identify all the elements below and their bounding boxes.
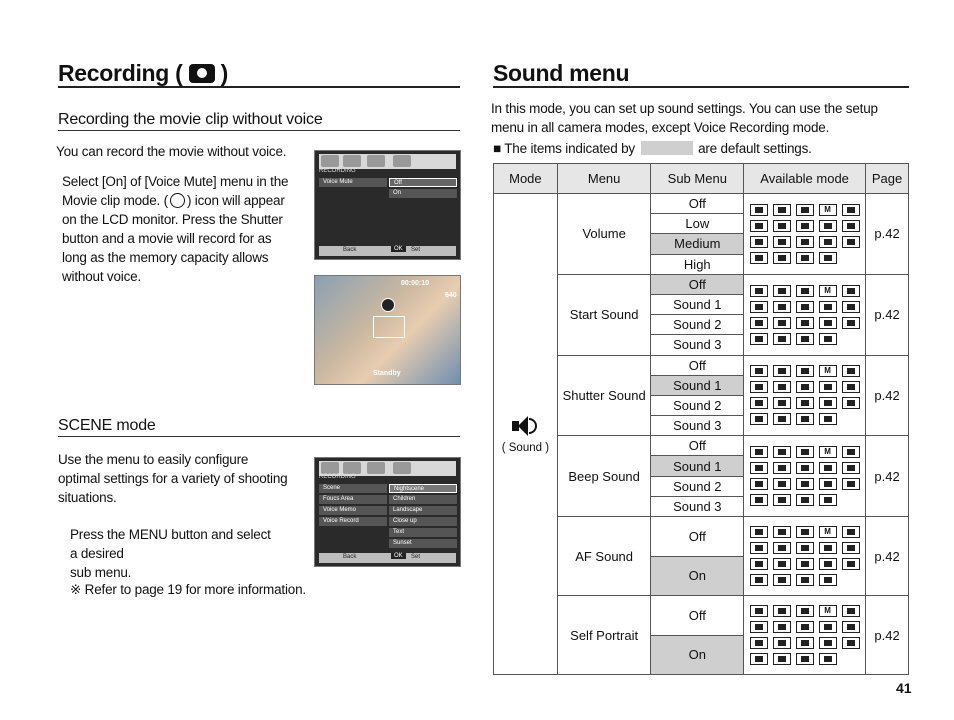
- mode-icon: [750, 494, 768, 506]
- lcd-scene-menu: [314, 457, 461, 567]
- mode-icon: [773, 317, 791, 329]
- available-mode-cell: [744, 436, 866, 517]
- header-mode: Mode: [494, 164, 558, 194]
- mode-icon: [750, 526, 768, 538]
- lcd-right-item: Text: [389, 528, 457, 537]
- empty-slot: [842, 494, 860, 506]
- mode-icon: [773, 653, 791, 665]
- lcd-voice-mute: [314, 150, 461, 260]
- mode-icon: [773, 333, 791, 345]
- mode-icon: [773, 526, 791, 538]
- available-mode-icons: [750, 524, 860, 588]
- empty-slot: [842, 574, 860, 586]
- available-mode-icons: [750, 603, 860, 667]
- mode-icon: [819, 574, 837, 586]
- mode-icon: [796, 285, 814, 297]
- title-underline: [58, 86, 460, 88]
- mode-icon: [842, 285, 860, 297]
- manual-mode-icon: M: [819, 446, 837, 458]
- mode-icon: [773, 446, 791, 458]
- mode-icon: [819, 494, 837, 506]
- mode-icon: [773, 252, 791, 264]
- lcd-header: RECORDING: [319, 168, 356, 174]
- submenu-cell: Off: [651, 194, 744, 214]
- default-note: ■ The items indicated by are default settings.: [493, 141, 812, 156]
- submenu-cell: Sound 3: [651, 416, 744, 436]
- available-mode-cell: [744, 194, 866, 275]
- available-mode-icons: [750, 444, 860, 508]
- page-cell: p.42: [866, 436, 909, 517]
- default-swatch: [641, 141, 693, 155]
- manual-mode-icon: M: [819, 204, 837, 216]
- mode-icon: [819, 333, 837, 345]
- header-menu: Menu: [557, 164, 651, 194]
- mode-icon: [750, 252, 768, 264]
- mode-icon: [842, 446, 860, 458]
- mode-icon: [773, 542, 791, 554]
- mode-icon: [773, 301, 791, 313]
- lcd-right-item: Landscape: [389, 506, 457, 515]
- mode-icon: [773, 204, 791, 216]
- menu-cell: Shutter Sound: [557, 355, 651, 436]
- mode-icon: [750, 220, 768, 232]
- available-mode-cell: [744, 274, 866, 355]
- table-row: [494, 194, 909, 214]
- mode-icon: [750, 653, 768, 665]
- submenu-cell: On: [651, 635, 744, 675]
- mode-icon: [796, 462, 814, 474]
- lcd-left-item: Scene: [319, 484, 387, 493]
- section-underline: [58, 130, 460, 131]
- lcd-resolution: 640: [445, 292, 457, 299]
- mode-icon: [773, 365, 791, 377]
- empty-slot: [842, 653, 860, 665]
- header-available-mode: Available mode: [744, 164, 866, 194]
- mode-icon: [842, 236, 860, 248]
- submenu-cell: Sound 3: [651, 335, 744, 355]
- recording-title: Recording ( ): [58, 60, 229, 86]
- mode-icon: [819, 637, 837, 649]
- mode-icon: [796, 494, 814, 506]
- focus-frame: [373, 316, 405, 338]
- header-page: Page: [866, 164, 909, 194]
- submenu-cell: High: [651, 254, 744, 274]
- menu-cell: Beep Sound: [557, 436, 651, 517]
- available-mode-icons: [750, 363, 860, 427]
- mode-icon: [750, 317, 768, 329]
- mode-icon: [796, 413, 814, 425]
- mode-icon: [842, 301, 860, 313]
- mode-icon: [796, 381, 814, 393]
- empty-slot: [842, 413, 860, 425]
- title-underline: [493, 86, 909, 88]
- page-number: 41: [896, 680, 912, 696]
- submenu-cell: Sound 1: [651, 294, 744, 314]
- mode-icon: [773, 462, 791, 474]
- available-mode-cell: [744, 596, 866, 675]
- mode-icon: [796, 526, 814, 538]
- mode-icon: [819, 301, 837, 313]
- mode-icon: [842, 204, 860, 216]
- mode-icon: [796, 574, 814, 586]
- mode-icon: [773, 220, 791, 232]
- available-mode-icons: [750, 283, 860, 347]
- mode-icon: [842, 526, 860, 538]
- scene-instructions: Press the MENU button and select a desired sub menu.: [70, 527, 271, 580]
- scene-intro: Use the menu to easily configure optimal settings for a variety of shooting situations.: [58, 452, 288, 505]
- lcd-voice-mute-item: Voice Mute: [319, 178, 387, 187]
- mode-icon: [819, 252, 837, 264]
- page-cell: p.42: [866, 596, 909, 675]
- camera-icon: [189, 64, 215, 83]
- submenu-cell: Off: [651, 274, 744, 294]
- mode-icon: [796, 653, 814, 665]
- mode-icon: [773, 413, 791, 425]
- lcd-left-item: Voice Memo: [319, 506, 387, 515]
- lcd-movie-preview: [314, 275, 461, 385]
- page-cell: p.42: [866, 274, 909, 355]
- lcd-left-item: Foucs Area: [319, 495, 387, 504]
- menu-cell: AF Sound: [557, 517, 651, 596]
- manual-mode-icon: M: [819, 526, 837, 538]
- submenu-cell: Medium: [651, 234, 744, 254]
- mode-icon: [773, 397, 791, 409]
- mode-icon: [796, 397, 814, 409]
- mode-icon: [842, 220, 860, 232]
- mode-icon: [773, 381, 791, 393]
- mode-icon: [773, 605, 791, 617]
- speaker-icon: [510, 414, 540, 438]
- submenu-cell: Sound 1: [651, 456, 744, 476]
- mode-icon: [796, 621, 814, 633]
- mode-icon: [796, 301, 814, 313]
- mode-icon: [750, 605, 768, 617]
- available-mode-cell: [744, 517, 866, 596]
- lcd-option-off: Off: [389, 178, 457, 187]
- mode-icon: [819, 558, 837, 570]
- mode-icon: [796, 333, 814, 345]
- submenu-cell: Sound 3: [651, 496, 744, 516]
- mode-icon: [842, 605, 860, 617]
- sound-menu-table: [493, 163, 909, 675]
- mode-icon: [842, 558, 860, 570]
- mode-icon: [750, 397, 768, 409]
- mode-icon: [796, 204, 814, 216]
- mode-icon: [773, 621, 791, 633]
- submenu-cell: Low: [651, 214, 744, 234]
- lcd-header: RECORDING: [319, 474, 356, 480]
- mode-icon: [819, 381, 837, 393]
- mode-icon: [796, 605, 814, 617]
- lcd-bottom-bar: Back OK Set: [319, 553, 456, 563]
- available-mode-icons: [750, 202, 860, 266]
- header-submenu: Sub Menu: [651, 164, 744, 194]
- mode-icon: [750, 381, 768, 393]
- lcd-right-item: Close up: [389, 517, 457, 526]
- mode-icon: [796, 558, 814, 570]
- mode-icon: [750, 478, 768, 490]
- page-cell: p.42: [866, 517, 909, 596]
- mode-icon: [750, 446, 768, 458]
- mode-icon: [750, 301, 768, 313]
- submenu-cell: On: [651, 556, 744, 596]
- manual-mode-icon: M: [819, 285, 837, 297]
- mode-icon: [750, 637, 768, 649]
- page-cell: p.42: [866, 355, 909, 436]
- mode-icon: [773, 285, 791, 297]
- mode-icon: [819, 542, 837, 554]
- voice-mute-icon: [170, 193, 185, 208]
- voice-instructions: Select [On] of [Voice Mute] menu in the Movie clip mode. ( ) icon will appear on the LCD monitor. Press the Shutter button and a movie will record for as long as the memory capacity allows without voice.: [62, 174, 289, 284]
- mode-icon: [773, 494, 791, 506]
- sound-intro: In this mode, you can set up sound settings. You can use the setup menu in all camera modes, except Voice Recording mode.: [491, 101, 878, 135]
- voice-mute-icon: [381, 298, 395, 312]
- section-scene-title: SCENE mode: [58, 417, 156, 434]
- submenu-cell: Sound 2: [651, 395, 744, 415]
- submenu-cell: Sound 2: [651, 315, 744, 335]
- mode-icon: [750, 462, 768, 474]
- lcd-right-item: Nightscene: [389, 484, 457, 493]
- lcd-tab-bar: [319, 154, 456, 169]
- mode-icon: [796, 446, 814, 458]
- mode-icon: [819, 317, 837, 329]
- submenu-cell: Off: [651, 517, 744, 557]
- mode-icon: [796, 542, 814, 554]
- mode-icon: [750, 542, 768, 554]
- mode-icon: [842, 365, 860, 377]
- mode-icon: [796, 317, 814, 329]
- mode-icon: [819, 478, 837, 490]
- mode-icon: [819, 397, 837, 409]
- lcd-right-item: Children: [389, 495, 457, 504]
- mode-icon: [796, 236, 814, 248]
- mode-icon: [750, 365, 768, 377]
- mode-icon: [750, 285, 768, 297]
- mode-icon: [773, 236, 791, 248]
- mode-icon: [796, 220, 814, 232]
- submenu-cell: Sound 2: [651, 476, 744, 496]
- mode-icon: [750, 621, 768, 633]
- available-mode-cell: [744, 355, 866, 436]
- empty-slot: [842, 333, 860, 345]
- mode-icon: [750, 413, 768, 425]
- mode-icon: [796, 637, 814, 649]
- lcd-right-item: Sunset: [389, 539, 457, 548]
- mode-icon: [773, 558, 791, 570]
- mode-icon: [796, 365, 814, 377]
- mode-icon: [773, 574, 791, 586]
- mode-icon: [773, 478, 791, 490]
- lcd-standby: Standby: [373, 370, 401, 377]
- mode-icon: [773, 637, 791, 649]
- scene-note: ※ Refer to page 19 for more information.: [70, 582, 306, 597]
- sound-menu-title: Sound menu: [493, 60, 630, 86]
- submenu-cell: Sound 1: [651, 375, 744, 395]
- manual-mode-icon: M: [819, 365, 837, 377]
- submenu-cell: Off: [651, 436, 744, 456]
- mode-icon: [842, 462, 860, 474]
- mode-icon: [819, 653, 837, 665]
- lcd-option-on: On: [389, 189, 457, 198]
- mode-cell: ( Sound ): [494, 194, 558, 675]
- voice-intro: You can record the movie without voice.: [56, 144, 287, 159]
- mode-icon: [750, 204, 768, 216]
- submenu-cell: Off: [651, 355, 744, 375]
- empty-slot: [842, 252, 860, 264]
- mode-icon: [750, 574, 768, 586]
- mode-icon: [842, 621, 860, 633]
- mode-icon: [842, 542, 860, 554]
- section-underline: [58, 436, 460, 437]
- mode-icon: [750, 558, 768, 570]
- mode-icon: [842, 397, 860, 409]
- page-cell: p.42: [866, 194, 909, 275]
- mode-icon: [819, 413, 837, 425]
- mode-icon: [819, 236, 837, 248]
- lcd-time: 00:00:10: [401, 280, 430, 287]
- mode-icon: [796, 252, 814, 264]
- menu-cell: Start Sound: [557, 274, 651, 355]
- mode-icon: [819, 621, 837, 633]
- mode-icon: [796, 478, 814, 490]
- mode-icon: [819, 220, 837, 232]
- menu-cell: Volume: [557, 194, 651, 275]
- mode-icon: [842, 478, 860, 490]
- mode-icon: [842, 381, 860, 393]
- lcd-left-item: Voice Record: [319, 517, 387, 526]
- menu-cell: Self Portrait: [557, 596, 651, 675]
- mode-icon: [842, 317, 860, 329]
- manual-mode-icon: M: [819, 605, 837, 617]
- submenu-cell: Off: [651, 596, 744, 636]
- mode-icon: [750, 333, 768, 345]
- mode-icon: [819, 462, 837, 474]
- lcd-bottom-bar: Back OK Set: [319, 246, 456, 256]
- section-voice-title: Recording the movie clip without voice: [58, 111, 323, 128]
- mode-icon: [750, 236, 768, 248]
- mode-icon: [842, 637, 860, 649]
